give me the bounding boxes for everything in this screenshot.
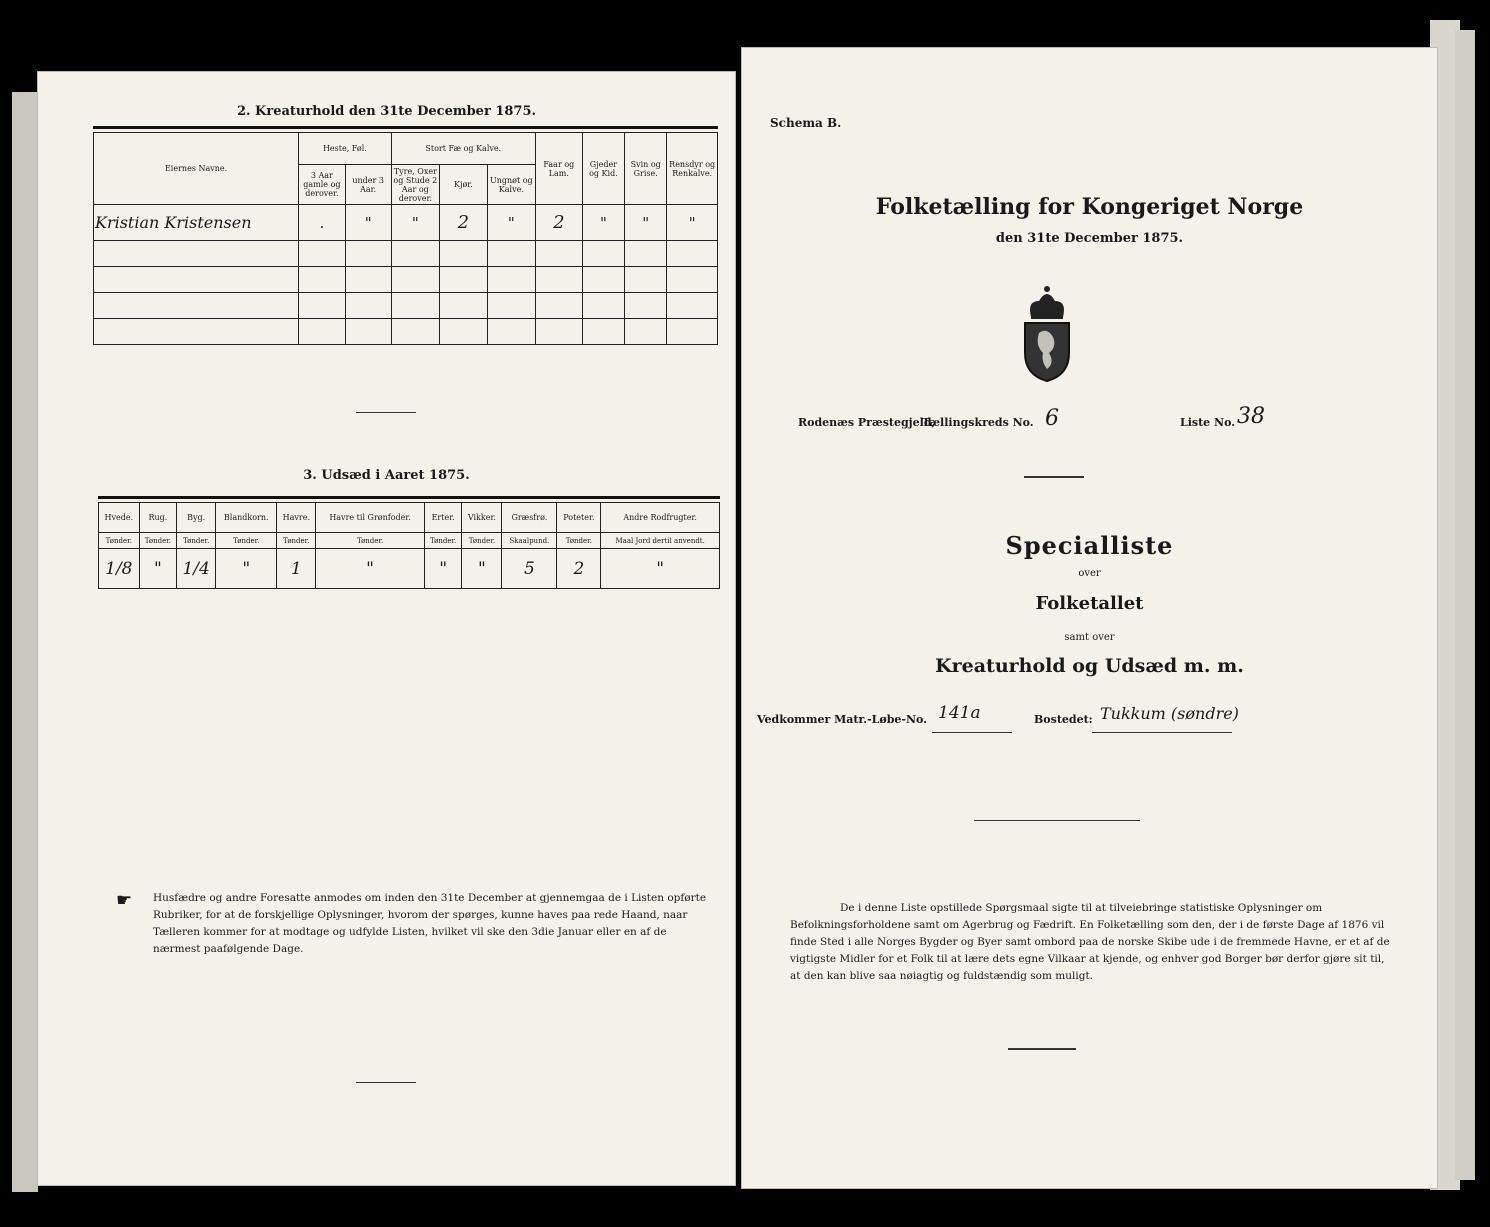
sowing-col-unit: Tønder. — [277, 533, 316, 549]
left-page — [38, 72, 735, 1185]
pointing-hand-icon: ☛ — [116, 890, 133, 911]
cell: " — [462, 549, 502, 589]
table-row — [94, 241, 718, 267]
bosted-value: Tukkum (søndre) — [1100, 704, 1239, 723]
owner-header: Eiernes Navne. — [94, 133, 299, 205]
sowing-col-unit: Tønder. — [139, 533, 177, 549]
sowing-col-unit: Tønder. — [177, 533, 216, 549]
divider — [356, 1082, 416, 1083]
schema-label: Schema B. — [770, 116, 842, 130]
faar-header: Faar og Lam. — [535, 133, 582, 205]
cell: " — [667, 205, 718, 241]
table-row — [94, 293, 718, 319]
cell: 1 — [277, 549, 316, 589]
sowing-col-unit: Tønder. — [216, 533, 277, 549]
cell: " — [345, 205, 391, 241]
census-date: den 31te December 1875. — [995, 231, 1184, 246]
stort-c-header: Ungnøt og Kalve. — [487, 165, 535, 205]
main-title: Folketælling for Kongeriget Norge — [875, 194, 1304, 220]
sowing-col-unit: Tønder. — [557, 533, 601, 549]
underline — [1092, 732, 1232, 733]
sowing-col-unit: Tønder. — [462, 533, 502, 549]
cell: 2 — [440, 205, 488, 241]
bosted-label: Bostedet: — [1034, 713, 1093, 726]
sowing-col-unit: Tønder. — [316, 533, 425, 549]
divider — [974, 820, 1140, 821]
cell: " — [139, 549, 177, 589]
rensdyr-header: Rensdyr og Renkalve. — [667, 133, 718, 205]
sowing-col-header: Havre. — [277, 503, 316, 533]
over-text: over — [1078, 568, 1101, 579]
cell: 5 — [502, 549, 557, 589]
gjeder-header: Gjeder og Kid. — [582, 133, 624, 205]
sowing-col-header: Græsfrø. — [502, 503, 557, 533]
prestegjeld-label: Rodenæs Præstegjeld, — [798, 416, 936, 429]
table-row — [94, 205, 718, 241]
heste-header: Heste, Føl. — [299, 133, 392, 165]
page-edge — [12, 92, 38, 1192]
kreaturhold-heading: Kreaturhold og Udsæd m. m. — [935, 655, 1244, 677]
stort-header: Stort Fæ og Kalve. — [391, 133, 535, 165]
matr-value: 141a — [938, 703, 981, 723]
section2-title: 2. Kreaturhold den 31te December 1875. — [236, 104, 537, 119]
kreds-label: Tællingskreds No. — [922, 416, 1034, 429]
folketallet-heading: Folketallet — [1035, 593, 1144, 614]
kreds-value: 6 — [1045, 406, 1059, 431]
sowing-col-header: Erter. — [424, 503, 462, 533]
cell: . — [299, 205, 345, 241]
cell: " — [625, 205, 667, 241]
heste-a-header: 3 Aar gamle og derover. — [299, 165, 345, 205]
svin-header: Svin og Grise. — [625, 133, 667, 205]
divider — [1008, 1048, 1076, 1050]
right-page — [742, 48, 1437, 1188]
cell: " — [391, 205, 439, 241]
cell: " — [424, 549, 462, 589]
sowing-col-unit: Tønder. — [99, 533, 140, 549]
cell: " — [216, 549, 277, 589]
coat-of-arms-icon — [1017, 283, 1077, 383]
cell: 2 — [535, 205, 582, 241]
sowing-col-unit: Skaalpund. — [502, 533, 557, 549]
divider — [93, 126, 718, 129]
sowing-table — [98, 502, 720, 589]
divider — [1024, 476, 1084, 478]
liste-label: Liste No. — [1180, 416, 1236, 429]
info-paragraph: De i denne Liste opstillede Spørgsmaal sigte til at tilveiebringe statistiske Oplysninger om Befolkningsforholdene samt om Agerbrug og Fædrift. En Folketælling som den, der i de første Dage af 1876 vil finde Sted i alle Norges Bygder og Byer samt ombord paa de norske Skibe ude i de fremmede Havne, er et af de vigtigste Midler for et Folk til at lære dets egne Vilkaar at kjende, og enhver god Borger bør derfor gjøre sit til, at den kan blive saa nøiagtig og fuldstændig som muligt. — [790, 902, 1390, 982]
table-row — [94, 267, 718, 293]
cell: 2 — [557, 549, 601, 589]
divider — [356, 412, 416, 413]
cell: " — [487, 205, 535, 241]
sowing-col-unit: Tønder. — [424, 533, 462, 549]
sowing-col-header: Hvede. — [99, 503, 140, 533]
sowing-col-header: Andre Rodfrugter. — [601, 503, 720, 533]
sowing-col-header: Blandkorn. — [216, 503, 277, 533]
liste-value: 38 — [1237, 404, 1265, 429]
sowing-col-header: Poteter. — [557, 503, 601, 533]
cell: 1/8 — [99, 549, 140, 589]
cell: " — [316, 549, 425, 589]
table-row — [99, 549, 720, 589]
cell: " — [582, 205, 624, 241]
stort-b-header: Kjør. — [440, 165, 488, 205]
divider — [98, 496, 720, 499]
sowing-col-header: Havre til Grønfoder. — [316, 503, 425, 533]
owner-name: Kristian Kristensen — [94, 205, 299, 241]
instructions-note: Husfædre og andre Foresatte anmodes om inden den 31te December at gjennemgaa de i Listen opførte Rubriker, for at de forskjellige Oplysninger, hvorom der spørges, kunne haves paa rede Haand, naar Tælleren kommer for at modtage og udfylde Listen, hvilket vil ske den 3die Januar eller en af de nærmest paafølgende Dage. — [153, 892, 707, 955]
cell: " — [601, 549, 720, 589]
sowing-col-header: Vikker. — [462, 503, 502, 533]
sowing-col-header: Rug. — [139, 503, 177, 533]
section3-title: 3. Udsæd i Aaret 1875. — [303, 468, 470, 483]
livestock-table — [93, 132, 718, 345]
stort-a-header: Tyre, Oxer og Stude 2 Aar og derover. — [391, 165, 439, 205]
samt-over-text: samt over — [1064, 632, 1115, 643]
matr-label: Vedkommer Matr.-Løbe-No. — [757, 713, 927, 726]
underline — [932, 732, 1012, 733]
table-row — [94, 319, 718, 345]
specialliste-heading: Specialliste — [1005, 531, 1174, 560]
sowing-col-header: Byg. — [177, 503, 216, 533]
page-edge — [1455, 30, 1475, 1180]
cell: 1/4 — [177, 549, 216, 589]
heste-b-header: under 3 Aar. — [345, 165, 391, 205]
sowing-col-unit: Maal Jord dertil anvendt. — [601, 533, 720, 549]
